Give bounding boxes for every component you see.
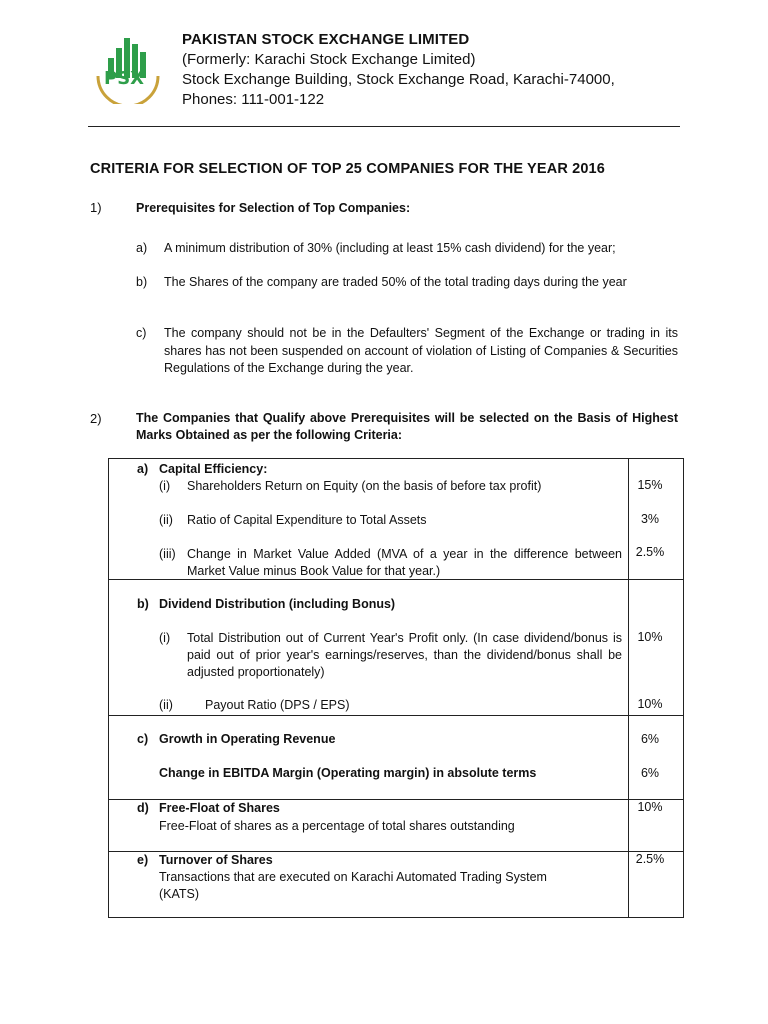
header-divider bbox=[88, 126, 680, 127]
criterion-title: Growth in Operating Revenue bbox=[159, 732, 336, 746]
item-text: The Shares of the company are traded 50% of the total trading days during the year bbox=[164, 275, 627, 289]
criterion-d-text: Free-Float of shares as a percentage of total shares outstanding bbox=[159, 819, 515, 833]
row-divider bbox=[109, 851, 683, 852]
item-label: c) bbox=[136, 326, 147, 340]
criterion-title: Dividend Distribution (including Bonus) bbox=[159, 597, 396, 611]
criterion-e-text: Transactions that are executed on Karachi Automated Trading System (KATS) bbox=[159, 870, 547, 901]
prerequisite-c bbox=[136, 325, 678, 378]
sub-text: Shareholders Return on Equity (on the basis of before tax profit) bbox=[187, 479, 542, 493]
criterion-label: a) bbox=[137, 462, 149, 476]
section-1-heading: Prerequisites for Selection of Top Companies: bbox=[136, 201, 411, 215]
formerly-line: (Formerly: Karachi Stock Exchange Limited) bbox=[182, 51, 476, 68]
item-label: b) bbox=[136, 275, 148, 289]
criterion-label: d) bbox=[137, 801, 149, 815]
letterhead bbox=[182, 30, 615, 110]
sub-text: Payout Ratio (DPS / EPS) bbox=[205, 698, 350, 712]
criterion-title: Turnover of Shares bbox=[159, 853, 273, 867]
weight-value: 2.5% bbox=[635, 852, 665, 866]
criterion-title: Change in EBITDA Margin (Operating margin) in absolute terms bbox=[159, 766, 537, 780]
item-label: a) bbox=[136, 241, 148, 255]
sub-text: Change in Market Value Added (MVA of a year in the difference between Market Value minus Book Value for that year.) bbox=[187, 547, 622, 578]
weight-value: 3% bbox=[640, 512, 660, 526]
sub-label: (iii) bbox=[159, 547, 176, 561]
company-name: PAKISTAN STOCK EXCHANGE LIMITED bbox=[182, 31, 470, 48]
row-divider bbox=[109, 799, 683, 800]
weight-value: 10% bbox=[637, 697, 663, 711]
weight-value: 2.5% bbox=[635, 545, 665, 559]
address-line: Stock Exchange Building, Stock Exchange Road, Karachi-74000, bbox=[182, 71, 615, 88]
psx-logo bbox=[90, 32, 166, 104]
logo-text: PSX bbox=[104, 68, 145, 89]
weight-value: 10% bbox=[637, 630, 663, 644]
sub-label: (ii) bbox=[159, 513, 173, 527]
sub-label: (ii) bbox=[159, 698, 173, 712]
sub-text: Ratio of Capital Expenditure to Total Assets bbox=[187, 513, 427, 527]
section-2-heading: The Companies that Qualify above Prerequisites will be selected on the Basis of Highest Marks Obtained as per the following Criteria: bbox=[136, 411, 678, 442]
prerequisite-b bbox=[136, 274, 678, 292]
section-1-number: 1) bbox=[90, 200, 102, 215]
criterion-label: b) bbox=[137, 597, 149, 611]
prerequisite-a bbox=[136, 240, 678, 258]
criterion-title: Capital Efficiency: bbox=[159, 462, 268, 476]
weight-value: 6% bbox=[640, 732, 660, 746]
sub-label: (i) bbox=[159, 479, 171, 493]
row-divider bbox=[109, 715, 683, 716]
criterion-label: e) bbox=[137, 853, 149, 867]
weight-value: 15% bbox=[637, 478, 663, 492]
item-text: A minimum distribution of 30% (including at least 15% cash dividend) for the year; bbox=[164, 241, 616, 255]
sub-text: Total Distribution out of Current Year's Profit only. (In case dividend/bonus is paid out of prior year's earnings/reserves, than the dividend/bonus shall be adjusted proportionately) bbox=[187, 631, 622, 679]
criteria-table bbox=[108, 458, 684, 918]
item-text: The company should not be in the Defaulters' Segment of the Exchange or trading in its shares has not been suspended on account of violation of Listing of Companies & Securities Regulations of the Exchange during the year. bbox=[164, 326, 678, 375]
criterion-title: Free-Float of Shares bbox=[159, 801, 280, 815]
sub-label: (i) bbox=[159, 631, 171, 645]
weight-value: 6% bbox=[640, 766, 660, 780]
criterion-label: c) bbox=[137, 732, 149, 746]
weight-value: 10% bbox=[637, 800, 663, 814]
document-title: CRITERIA FOR SELECTION OF TOP 25 COMPANIES FOR THE YEAR 2016 bbox=[90, 161, 605, 177]
weight-column-divider bbox=[628, 459, 629, 917]
section-2-number: 2) bbox=[90, 411, 102, 426]
phones-line: Phones: 111-001-122 bbox=[182, 91, 325, 108]
